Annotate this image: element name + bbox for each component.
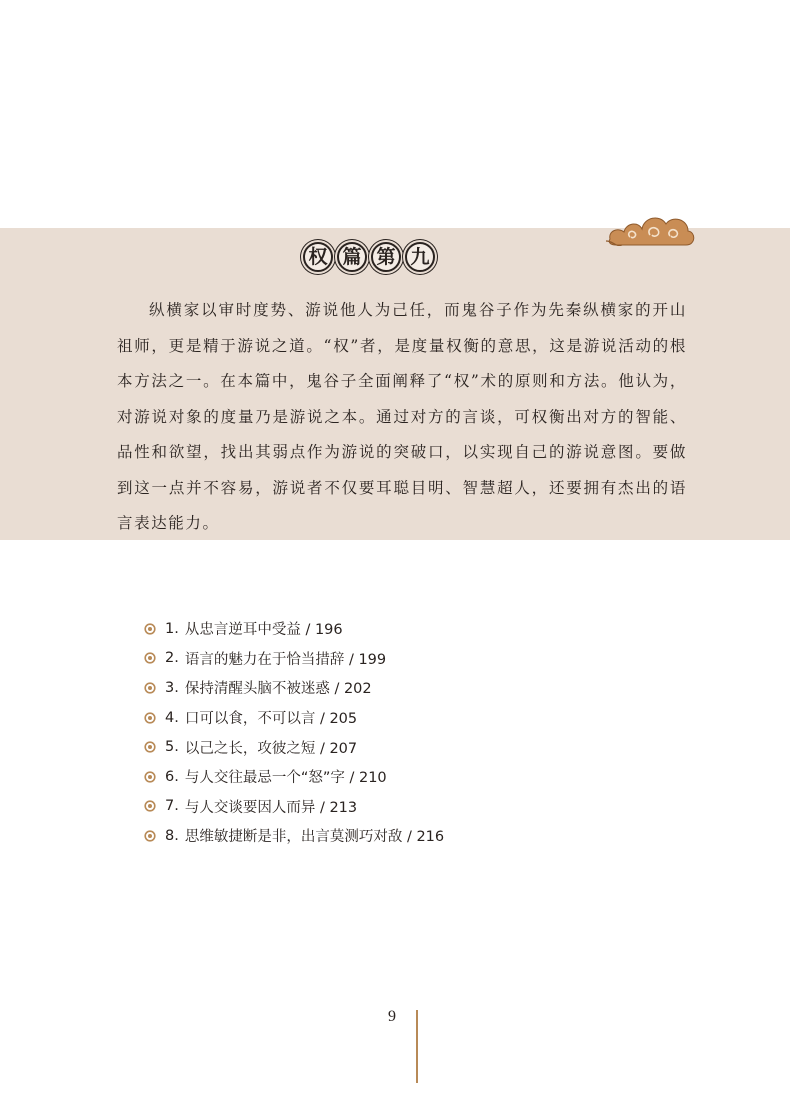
toc-item[interactable] [144, 792, 444, 822]
chapter-title-char: 第 [371, 242, 401, 272]
toc-title: 语言的魅力在于恰当措辞 / 199 [184, 651, 387, 668]
toc-number: 7. [165, 798, 179, 815]
circle-bullet-icon [144, 771, 156, 783]
toc-title: 与人交谈要因人而异 / 213 [184, 799, 358, 816]
toc-item[interactable] [144, 821, 444, 851]
table-of-contents [144, 614, 444, 851]
circle-bullet-icon [144, 712, 156, 724]
toc-item[interactable] [144, 614, 444, 644]
circle-bullet-icon [144, 830, 156, 842]
toc-item[interactable] [144, 762, 444, 792]
toc-item[interactable] [144, 644, 444, 674]
chapter-title [303, 242, 435, 272]
chapter-intro: 纵横家以审时度势、游说他人为己任，而鬼谷子作为先秦纵横家的开山祖师，更是精于游说之道。“权”者，是度量权衡的意思，这是游说活动的根本方法之一。在本篇中，鬼谷子全面阐释了“权”术的原则和方法。他认为，对游说对象的度量乃是游说之本。通过对方的言谈，可权衡出对方的智能、品性和欲望，找出其弱点作为游说的突破口，以实现自己的游说意图。要做到这一点并不容易，游说者不仅要耳聪目明、智慧超人，还要拥有杰出的语言表达能力。 [117, 301, 687, 532]
toc-title: 口可以食，不可以言 / 205 [184, 711, 358, 728]
toc-number: 1. [165, 620, 179, 637]
toc-title: 从忠言逆耳中受益 / 196 [184, 622, 343, 639]
chapter-title-char: 九 [405, 242, 435, 272]
toc-title: 保持清醒头脑不被迷惑 / 202 [184, 681, 372, 698]
page-number: 9 [388, 1008, 396, 1025]
circle-bullet-icon [144, 623, 156, 635]
auspicious-cloud-icon [606, 205, 696, 249]
toc-title: 思维敏捷断是非，出言莫测巧对敌 / 216 [184, 829, 445, 846]
circle-bullet-icon [144, 652, 156, 664]
toc-number: 8. [165, 827, 179, 844]
circle-bullet-icon [144, 800, 156, 812]
toc-number: 6. [165, 768, 179, 785]
toc-number: 5. [165, 739, 179, 756]
chapter-title-char: 权 [303, 242, 333, 272]
toc-item[interactable] [144, 703, 444, 733]
toc-number: 3. [165, 679, 179, 696]
toc-item[interactable] [144, 673, 444, 703]
chapter-title-char: 篇 [337, 242, 367, 272]
toc-number: 2. [165, 650, 179, 667]
toc-number: 4. [165, 709, 179, 726]
page-number-rule [416, 1010, 418, 1083]
toc-title: 以己之长，攻彼之短 / 207 [184, 740, 358, 757]
toc-title: 与人交往最忌一个“怒”字 / 210 [184, 770, 387, 787]
toc-item[interactable] [144, 732, 444, 762]
circle-bullet-icon [144, 741, 156, 753]
circle-bullet-icon [144, 682, 156, 694]
